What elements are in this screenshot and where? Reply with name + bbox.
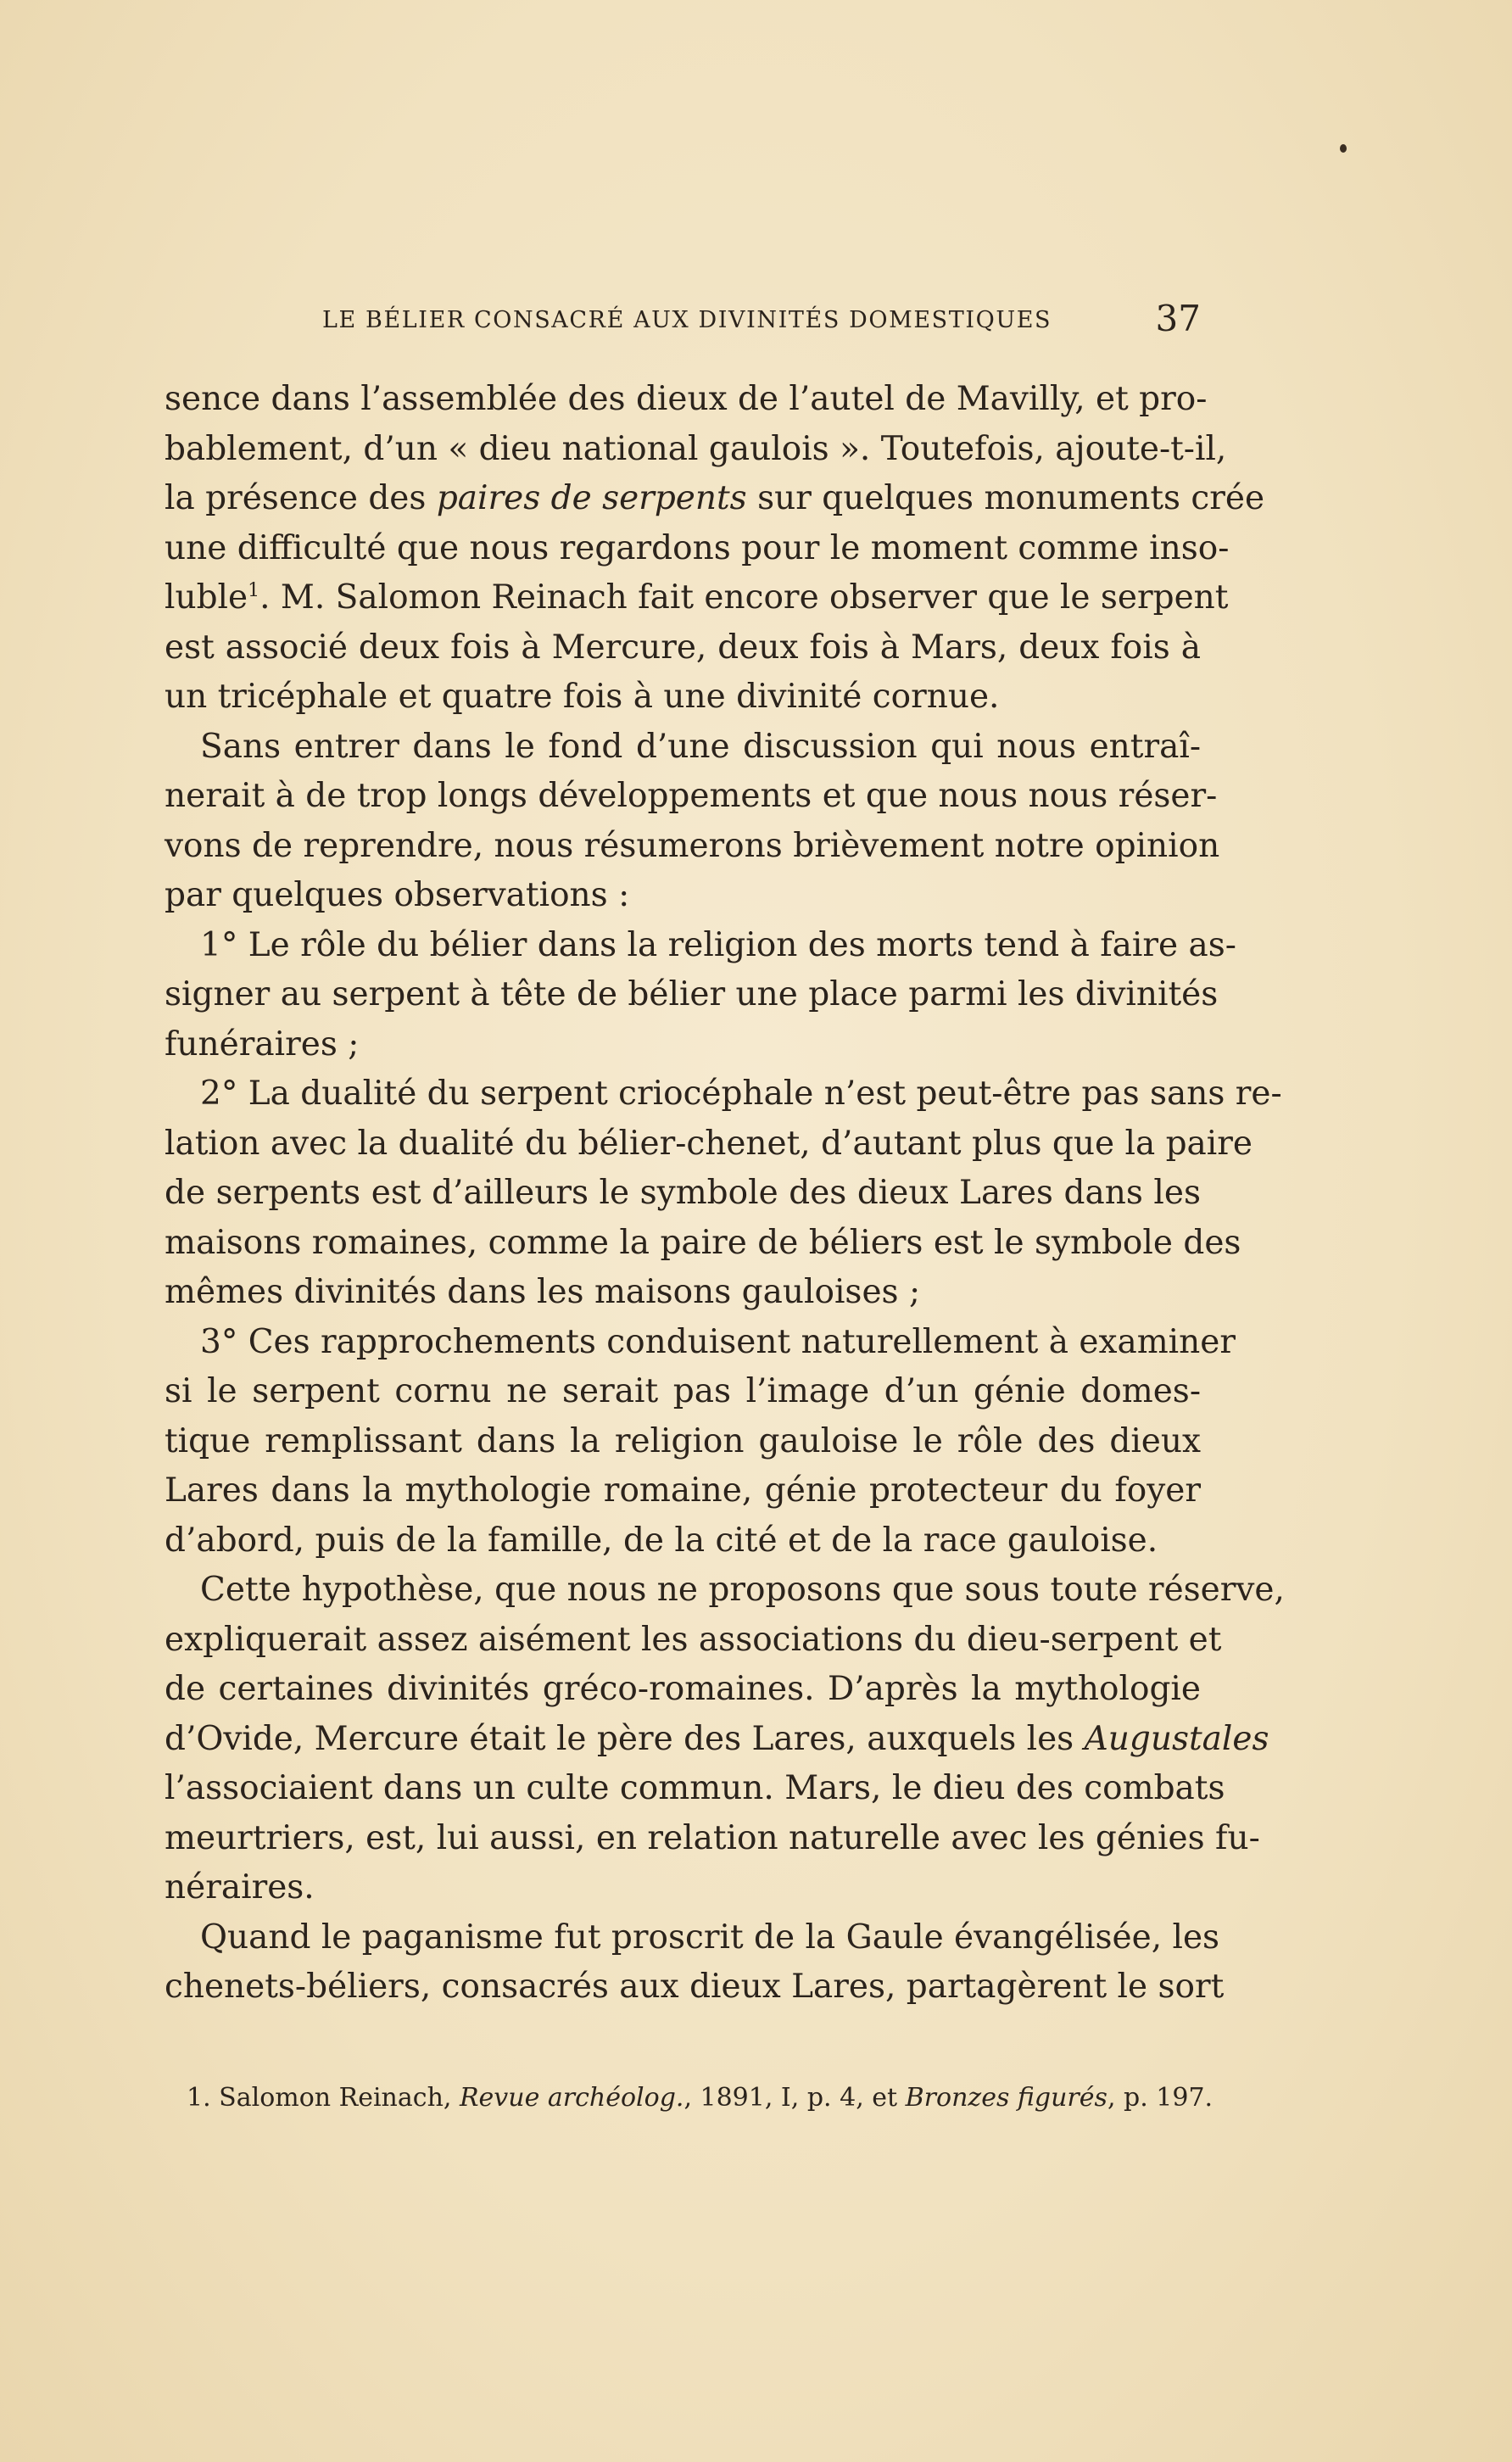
text-line [165, 1962, 1225, 2013]
paragraph [165, 375, 1265, 723]
text-run: de serpents est d’ailleurs le symbole des dieux Lares dans les [165, 1174, 1201, 1212]
text-run: est associé deux fois à Mercure, deux fois à Mars, deux fois à [165, 628, 1201, 667]
text-run: néraires. [165, 1868, 315, 1907]
footnote [187, 2080, 1214, 2117]
paragraph [165, 1318, 1236, 1566]
text-line [165, 1268, 1201, 1318]
text-run: 3° Ces rapprochements conduisent naturellement à examiner [200, 1322, 1236, 1361]
italic-text: paires de serpents [436, 479, 747, 517]
text-run: bablement, d’un « dieu national gaulois ». Toutefois, ajoute-t-il, [165, 429, 1227, 468]
text-line [165, 524, 1230, 574]
text-run: . M. Salomon Reinach fait encore observer que le serpent [259, 578, 1229, 617]
text-line [165, 1913, 1220, 1963]
text-line [165, 1863, 1201, 1913]
text-run: un tricéphale et quatre fois à une divinité cornue. [165, 678, 1000, 716]
text-line [165, 1219, 1241, 1269]
text-run: vons de reprendre, nous résumerons brièvement notre opinion [165, 826, 1220, 865]
italic-text: Augustales [1084, 1719, 1269, 1758]
text-line [165, 1318, 1236, 1368]
footnote-marker: 1 [248, 580, 260, 601]
running-head [322, 298, 1201, 339]
text-run: tique remplissant dans la religion gauloise le rôle des dieux [165, 1421, 1201, 1460]
text-line [165, 871, 1201, 921]
body-text [165, 375, 1285, 2013]
paragraph [165, 723, 1220, 921]
paragraph [165, 1566, 1285, 1913]
text-line [165, 673, 1201, 723]
page-number: 37 [1155, 298, 1201, 339]
text-run: sence dans l’assemblée des dieux de l’autel de Mavilly, et pro- [165, 380, 1208, 418]
text-run: 1. Salomon Reinach, [187, 2083, 460, 2113]
text-run: expliquerait assez aisément les associations du dieu-serpent et [165, 1620, 1222, 1659]
text-line [165, 1566, 1285, 1616]
text-line [165, 573, 1229, 623]
text-run: nerait à de trop longs développements et que nous nous réser- [165, 777, 1218, 815]
text-run: , p. 197. [1107, 2083, 1214, 2113]
text-run: lation avec la dualité du bélier-chenet, d’autant plus que la paire [165, 1124, 1253, 1163]
text-line [165, 1069, 1282, 1119]
text-line [165, 772, 1218, 822]
text-line [165, 1367, 1201, 1417]
text-line [165, 474, 1265, 524]
text-line [165, 1814, 1260, 1864]
text-run: Cette hypothèse, que nous ne proposons que sous toute réserve, [200, 1571, 1285, 1609]
text-line [165, 1764, 1225, 1814]
text-run: signer au serpent à tête de bélier une place parmi les divinités [165, 975, 1219, 1013]
text-line [165, 1119, 1253, 1170]
paragraph [165, 1069, 1282, 1318]
text-run: 2° La dualité du serpent criocéphale n’est peut-être pas sans re- [200, 1075, 1282, 1113]
text-run: d’Ovide, Mercure était le père des Lares, auxquels les [165, 1719, 1085, 1758]
text-run: Lares dans la mythologie romaine, génie protecteur du foyer [165, 1471, 1201, 1510]
italic-text: Revue archéolog. [459, 2083, 684, 2113]
running-head-title: LE BÉLIER CONSACRÉ AUX DIVINITÉS DOMESTIQUES [322, 307, 1052, 333]
text-run: sur quelques monuments crée [746, 479, 1265, 517]
text-line [165, 425, 1227, 475]
text-run: mêmes divinités dans les maisons gauloises ; [165, 1273, 921, 1311]
text-run: la présence des [165, 479, 437, 517]
text-run: 1° Le rôle du bélier dans la religion des morts tend à faire as- [200, 925, 1236, 964]
text-run: Sans entrer dans le fond d’une discussion qui nous entraî- [200, 727, 1201, 766]
text-line [165, 375, 1208, 425]
text-line [165, 1417, 1201, 1467]
text-line [165, 623, 1201, 673]
text-run: meurtriers, est, lui aussi, en relation naturelle avec les génies fu- [165, 1818, 1260, 1857]
ink-speck [1340, 144, 1347, 153]
text-line [165, 1169, 1201, 1219]
text-run: funéraires ; [165, 1024, 360, 1064]
text-line [165, 1715, 1269, 1765]
text-line [165, 1665, 1201, 1715]
text-line [165, 1516, 1201, 1566]
text-line [165, 1616, 1222, 1666]
text-run: , 1891, I, p. 4, et [683, 2083, 906, 2113]
text-run: si le serpent cornu ne serait pas l’image d’un génie domes- [165, 1372, 1201, 1410]
text-line [165, 723, 1201, 773]
text-run: l’associaient dans un culte commun. Mars, le dieu des combats [165, 1769, 1225, 1807]
text-line [165, 822, 1220, 872]
text-line [165, 1466, 1201, 1516]
text-line [165, 970, 1219, 1020]
text-run: Quand le paganisme fut proscrit de la Gaule évangélisée, les [200, 1918, 1220, 1957]
paragraph [165, 1913, 1225, 2013]
text-run: une difficulté que nous regardons pour le moment comme inso- [165, 528, 1230, 567]
text-run: d’abord, puis de la famille, de la cité et de la race gauloise. [165, 1521, 1158, 1560]
text-run: maisons romaines, comme la paire de béliers est le symbole des [165, 1223, 1241, 1262]
italic-text: Bronzes figurés [905, 2083, 1107, 2113]
text-line [165, 1020, 1201, 1070]
text-run: chenets-béliers, consacrés aux dieux Lares, partagèrent le sort [165, 1968, 1225, 2006]
text-run: luble [165, 578, 248, 617]
text-run: par quelques observations : [165, 876, 630, 914]
text-line [165, 921, 1236, 971]
paragraph [165, 921, 1236, 1070]
text-run: de certaines divinités gréco-romaines. D’après la mythologie [165, 1670, 1201, 1708]
